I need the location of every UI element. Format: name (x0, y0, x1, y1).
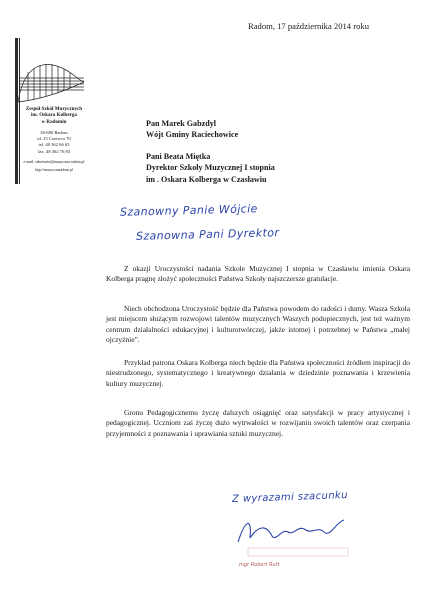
sender-email: e-mail: sekretariat@muzyczna.radom.pl (23, 159, 85, 164)
handwritten-closing: Z wyrazami szacunku (231, 489, 349, 506)
sender-fax: fax. 48 362 76 83 (37, 148, 71, 154)
stamp-icon (240, 547, 360, 557)
recipient-2-school: im . Oskara Kolberga w Czasławiu (146, 174, 267, 184)
recipient-2 (146, 151, 275, 185)
recipient-1-name: Pan Marek Gabzdyl (146, 119, 216, 128)
body-paragraph-4: Gronu Pedagogicznemu życzę dalszych osiągnięć oraz satysfakcji w pracy artystycznej i pedagogicznej. Uczniom zaś życzę dużo wytrwałości w rozwijaniu swoich talentów oraz czerpania przyjemności z poznawania i uprawiania sztuki muzycznej. (106, 408, 410, 438)
recipient-2-name: Pani Beata Miętka (146, 152, 211, 161)
body-paragraph-2: Niech obchodzona Uroczystość będzie dla Państwa powodem do radości i dumy. Wasza Szkoła jest miejscem służącym rozwojowi talentów muzycznych Waszych podopiecznych, jest też ważnym centrum działalności edukacyjnej i kulturotwórczej, jakże istotnej i potrzebnej w Państwa „małej ojczyźnie”. (106, 304, 410, 344)
sender-name-line1: Zespół Szkół Muzycznych (25, 106, 83, 112)
recipient-1 (146, 118, 238, 141)
body-paragraph-1: Z okazji Uroczystości nadania Szkole Muzycznej I stopnia w Czasławiu imienia Oskara Kolberga pragnę złożyć społeczności Państwa Szkoły najszczersze gratulacje. (106, 264, 410, 284)
sender-street: ul. 25 Czerwca 70 (37, 136, 71, 142)
sender-name-line2: im. Oskara Kolberga (31, 112, 77, 119)
letter-date: Radom, 17 października 2014 roku (248, 21, 369, 31)
body-paragraph-3: Przykład patrona Oskara Kolberga niech będzie dla Państwa społeczności źródłem inspiracji do niestrudzonego, systematycznego i kreatywnego działania w dziedzinie poznawania i krzewienia kultury muzycznej. (106, 358, 410, 388)
handwritten-greeting-2: Szanowna Pani Dyrektor (135, 226, 280, 243)
signature-icon (232, 512, 352, 552)
sender-name-line3: w Radomiu (41, 118, 67, 125)
signature-name: mgr Robert Rutt (239, 562, 280, 568)
school-logo-icon (14, 58, 86, 108)
sender-block (14, 106, 94, 173)
sender-phone: tel. 48 362 66 65 (38, 142, 70, 148)
handwritten-greeting-1: Szanowny Panie Wójcie (119, 202, 258, 219)
sender-website: http://muzycznaradom.pl (34, 167, 74, 172)
sender-postal: 26-600 Radom (40, 130, 68, 136)
recipient-2-title: Dyrektor Szkoły Muzycznej I stopnia (146, 163, 275, 173)
recipient-1-title: Wójt Gminy Raciechowice (146, 130, 239, 140)
